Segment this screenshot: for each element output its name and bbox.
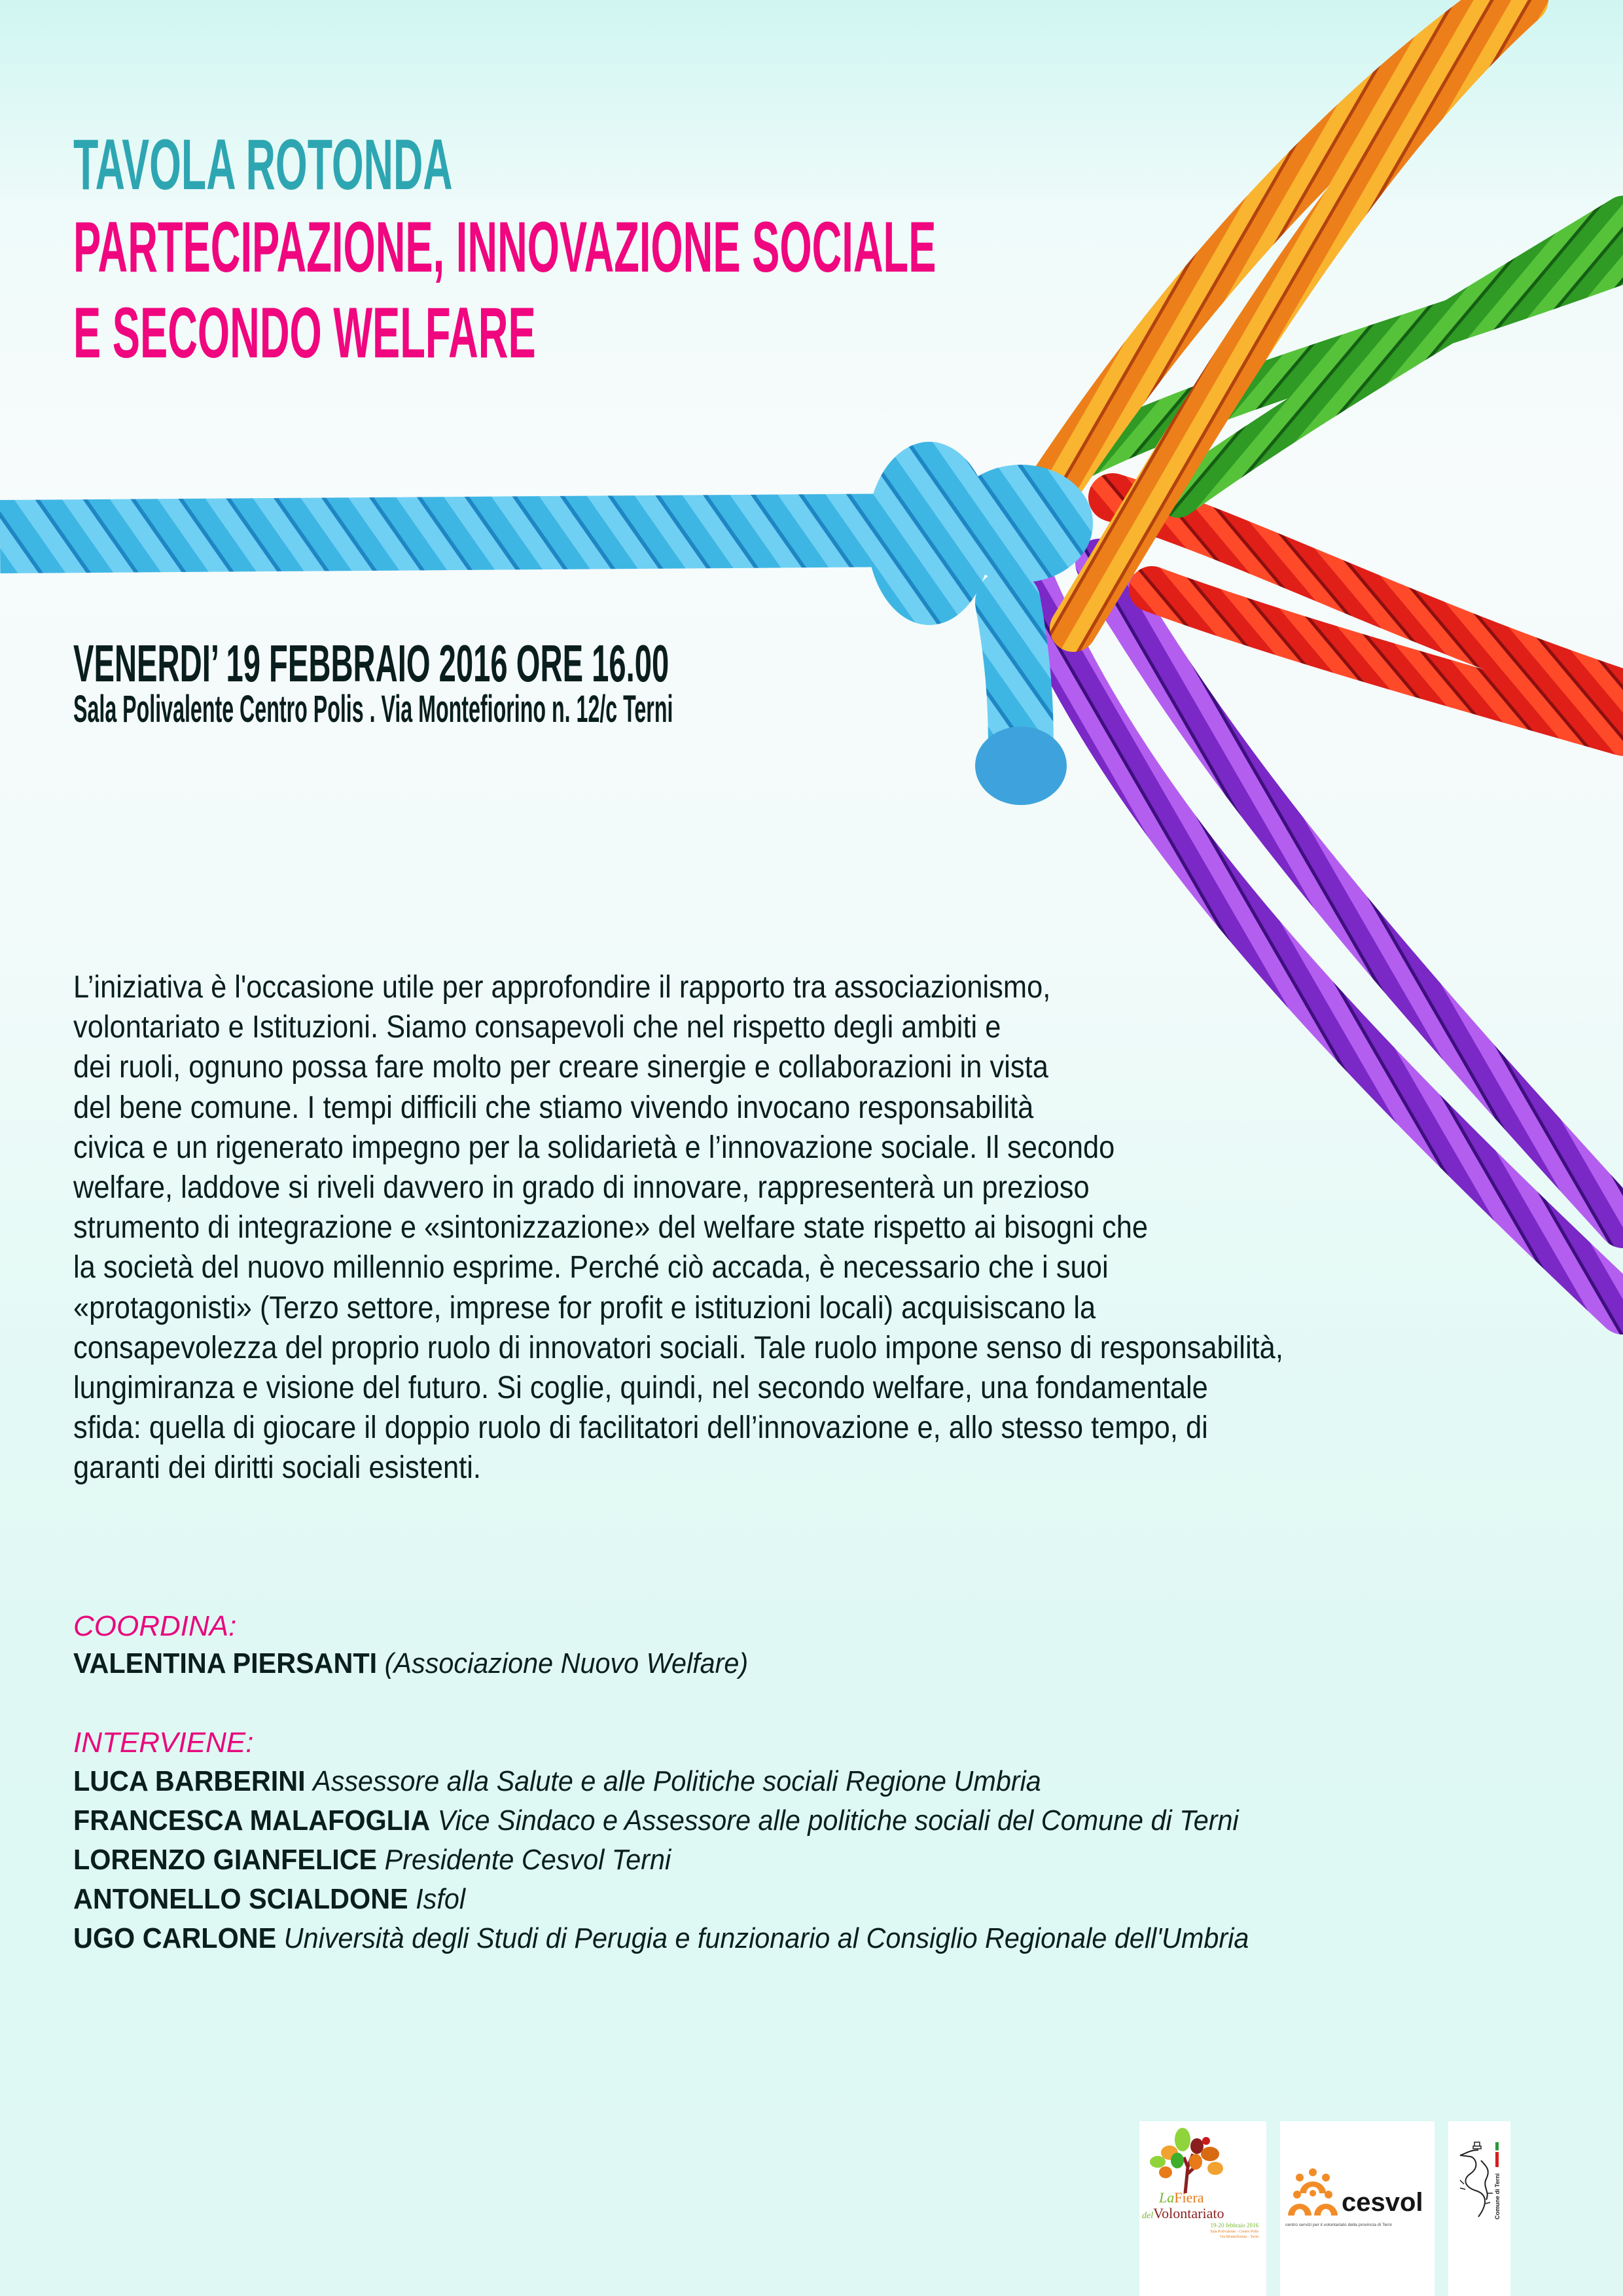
speaker-role: Assessore alla Salute e alle Politiche sociali Regione Umbria xyxy=(313,1765,1041,1797)
speaker-item xyxy=(73,1765,1041,1798)
fiera-volontariato-logo xyxy=(1139,2121,1266,2296)
fiera-la: La xyxy=(1159,2189,1175,2206)
coordinator-name: VALENTINA PIERSANTI xyxy=(73,1647,378,1679)
people-icon xyxy=(1287,2168,1339,2215)
coordinator-label: COORDINA: xyxy=(73,1610,237,1642)
main-title-line-1: PARTECIPAZIONE, INNOVAZIONE SOCIALE xyxy=(73,206,936,287)
fiera-volontariato: Volontariato xyxy=(1153,2205,1224,2221)
speaker-role: Presidente Cesvol Terni xyxy=(384,1844,671,1876)
speaker-item xyxy=(73,1844,671,1876)
speaker-item xyxy=(73,1883,465,1916)
speaker-name: FRANCESCA MALAFOGLIA xyxy=(73,1804,431,1837)
speaker-role: Vice Sindaco e Assessore alle politiche sociali del Comune di Terni xyxy=(437,1804,1239,1837)
comune-name: Comune di Terni xyxy=(1494,2173,1501,2219)
description-line: lungimiranza e visione del futuro. Si coglie, quindi, nel secondo welfare, una fondamentale xyxy=(73,1371,1208,1406)
description-line: welfare, laddove si riveli davvero in grado di innovare, rappresenterà un prezioso xyxy=(73,1170,1090,1206)
speaker-name: LORENZO GIANFELICE xyxy=(73,1844,378,1876)
speaker-item xyxy=(73,1804,1239,1837)
description-line: L’iniziativa è l'occasione utile per approfondire il rapporto tra associazionismo, xyxy=(73,970,1051,1005)
description-line: civica e un rigenerato impegno per la solidarietà e l’innovazione sociale. Il secondo xyxy=(73,1130,1115,1165)
speaker-name: UGO CARLONE xyxy=(73,1922,277,1954)
comune-terni-logo xyxy=(1448,2121,1510,2296)
flag-stripe xyxy=(1495,2142,1499,2167)
event-venue: Sala Polivalente Centro Polis . Via Montefiorino n. 12/c Terni xyxy=(73,688,673,730)
description-line: sfida: quella di giocare il doppio ruolo di facilitatori dell’innovazione e, allo stesso tempo, di xyxy=(73,1410,1208,1446)
description-line: volontariato e Istituzioni. Siamo consapevoli che nel rispetto degli ambiti e xyxy=(73,1010,1001,1045)
fiera-del: del xyxy=(1142,2211,1154,2221)
description-line: la società del nuovo millennio esprime. Perché ciò accada, è necessario che i suoi xyxy=(73,1250,1109,1285)
coordinator xyxy=(73,1647,748,1680)
speakers-label: INTERVIENE: xyxy=(73,1727,254,1759)
tree-icon xyxy=(1145,2128,1236,2193)
speaker-role: Università degli Studi di Perugia e funzionario al Consiglio Regionale dell'Umbria xyxy=(283,1922,1249,1954)
cesvol-tagline: centro servizi per il volontariato della provincia di Terni xyxy=(1285,2223,1392,2227)
cesvol-name: cesvol xyxy=(1342,2188,1423,2217)
description-line: del bene comune. I tempi difficili che stiamo vivendo invocano responsabilità xyxy=(73,1090,1034,1125)
description-line: strumento di integrazione e «sintonizzazione» del welfare state rispetto ai bisogni che xyxy=(73,1210,1149,1246)
fiera-place-1: Sala Polivalente - Centro Polis xyxy=(1210,2230,1258,2234)
description-line: consapevolezza del proprio ruolo di innovatori sociali. Tale ruolo impone senso di responsabilità, xyxy=(73,1330,1283,1365)
fiera-dates: 19-20 febbraio 2016 xyxy=(1210,2222,1258,2229)
speaker-name: ANTONELLO SCIALDONE xyxy=(73,1883,408,1915)
description-paragraph xyxy=(73,967,1487,1488)
event-date-time: VENERDI’ 19 FEBBRAIO 2016 ORE 16.00 xyxy=(73,634,669,692)
speaker-role: Isfol xyxy=(416,1883,466,1915)
main-title-line-2: E SECONDO WELFARE xyxy=(73,292,536,373)
speaker-name: LUCA BARBERINI xyxy=(73,1765,306,1797)
coordinator-role: (Associazione Nuovo Welfare) xyxy=(384,1647,749,1679)
cesvol-logo xyxy=(1280,2121,1435,2296)
dragon-crest-icon xyxy=(1456,2141,1495,2219)
kicker-title: TAVOLA ROTONDA xyxy=(73,124,453,205)
description-line: «protagonisti» (Terzo settore, imprese for profit e istituzioni locali) acquisiscano la xyxy=(73,1290,1096,1325)
speaker-item xyxy=(73,1922,1249,1955)
description-line: dei ruoli, ognuno possa fare molto per creare sinergie e collaborazioni in vista xyxy=(73,1050,1048,1085)
fiera-word: Fiera xyxy=(1174,2189,1204,2206)
fiera-place-2: Via Montefiorino - Terni xyxy=(1219,2235,1258,2239)
description-line: garanti dei diritti sociali esistenti. xyxy=(73,1450,481,1486)
